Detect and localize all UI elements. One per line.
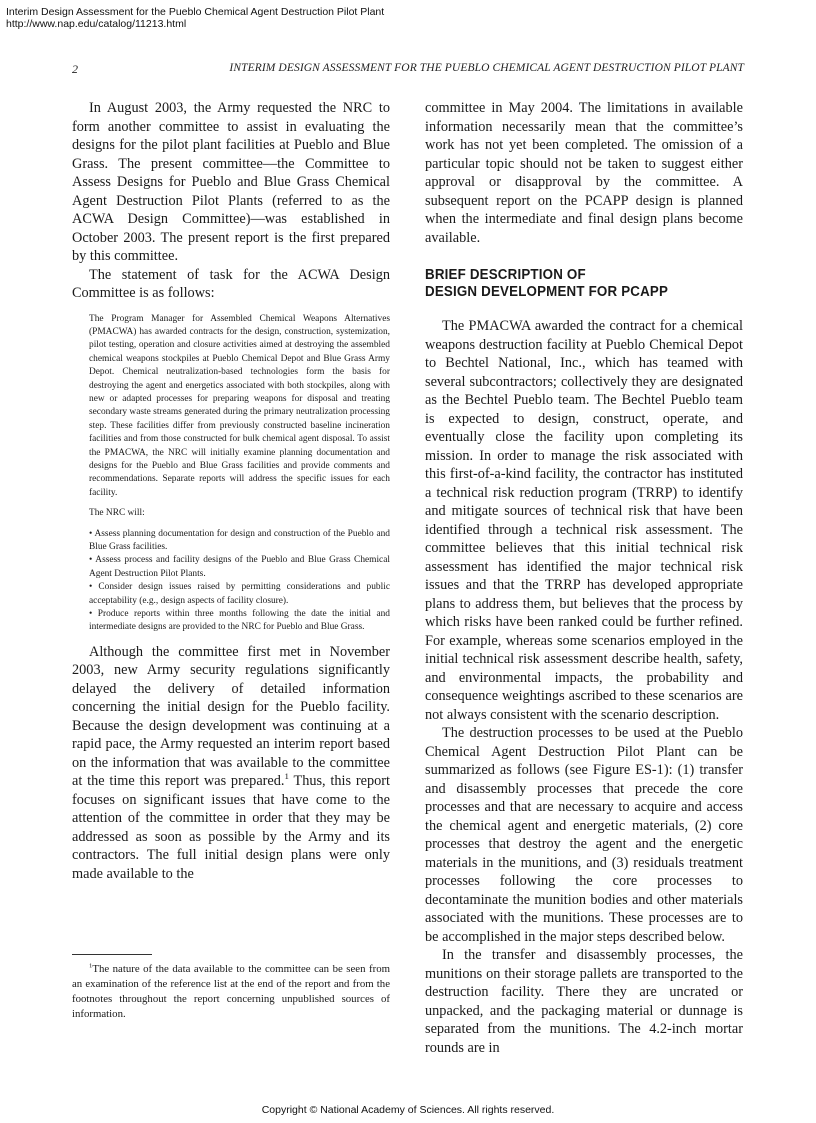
footnote-marker: 1: [89, 962, 93, 970]
paragraph-intro: In August 2003, the Army requested the NRC to form another committee to assist in evaluating the designs for the pilot plant facilities at Pueblo and Blue Grass. The present committee—the Committee to Assess Designs for Pueblo and Blue Grass Chemical Agent Destruction Pilot Plants (referred to as the ACWA Design Committee)—was established in October 2003. The present report is the first prepared by this committee.: [72, 100, 390, 264]
task-list: [89, 528, 390, 635]
footnote-reference[interactable]: 1: [284, 771, 289, 782]
web-header-url[interactable]: http://www.nap.edu/catalog/11213.html: [6, 18, 187, 30]
task-list-item: • Assess process and facility designs of the Pueblo and Blue Grass Chemical Agent Destruction Pilot Plants.: [89, 555, 390, 579]
left-column: [72, 99, 390, 883]
task-statement-body: The Program Manager for Assembled Chemical Weapons Alternatives (PMACWA) has awarded contracts for the design, construction, systemization, pilot testing, operation and closure activities aimed at destroying the assembled chemical weapons stockpiles at Pueblo Chemical Depot and Blue Grass Army Depot. Chemical neutralization-based technologies form the basis for destroying the agent and energetics associated with both stockpiles, along with new or adapted processes for preparing weapons for disposal and treating secondary waste streams generated during the primary neutralization processing step. These facilities differ from previously constructed baseline incineration facilities and from those constructed for bulk chemical agent disposal. To assist the PMACWA, the NRC will initially examine planning documentation and designs for the Pueblo and Blue Grass facilities and provide comments and recommendations. Separate reports will address the specific issues for each facility.: [89, 313, 390, 498]
task-statement-block: [89, 313, 390, 635]
task-list-item: • Consider design issues raised by permitting considerations and public acceptability (e.g., design aspects of facility closure).: [89, 582, 390, 606]
paragraph-task-lead: The statement of task for the ACWA Design Committee is as follows:: [72, 266, 390, 301]
paragraph-interim-report-text-cont: Thus, this report focuses on significant issues that have come to the attention of the committee in order that they may be addressed as soon as possible by the Army and its contractors. The full initial design plans were only made available to the: [72, 773, 390, 882]
footnote-text: The nature of the data available to the committee can be seen from an examination of the reference list at the end of the report and from the footnotes throughout the report concerning unpublished sources of information.: [72, 963, 390, 1020]
footnote-divider: [72, 954, 152, 955]
task-statement-lead-in: The NRC will:: [89, 508, 145, 519]
paragraph-interim-report: [72, 643, 390, 884]
footnote: [72, 962, 390, 1022]
section-heading-line: BRIEF DESCRIPTION OF: [425, 267, 586, 283]
copyright-notice: Copyright © National Academy of Sciences. All rights reserved.: [261, 1104, 555, 1116]
running-head: [72, 62, 744, 78]
section-heading: [425, 267, 718, 301]
footnote-paragraph: [72, 962, 390, 1022]
paragraph-pmacwa-contract: The PMACWA awarded the contract for a chemical weapons destruction facility at Pueblo Chemical Depot to Bechtel National, Inc., which has teamed with several subcontractors; collectively they are designated as the Bechtel Pueblo team. The Bechtel Pueblo team is expected to design, construct, operate, and eventually close the facility upon completing its mission. In order to manage the risk associated with this first-of-a-kind facility, the contractor has instituted a technical risk reduction program (TRRP) to identify and mitigate sources of technical risk that have been identified through a technical risk assessment. The committee believes that this initial technical risk assessment has identified the major technical risk issues and that the TRRP has developed appropriate plans to address them, but believes that the process by which risks have been ranked could be further refined. For example, whereas some scenarios employed in the initial technical risk assessment describe health, safety, and environmental impacts, the probability and consequence weightings ascribed to these scenarios are not always consistent with the scenario description.: [425, 318, 743, 723]
paragraph-destruction-processes: The destruction processes to be used at the Pueblo Chemical Agent Destruction Pilot Plant can be summarized as follows (see Figure ES-1): (1) transfer and disassembly processes that precede the core processes and that are necessary to acquire and access the chemical agent and energetic materials, (2) core processes that destroy the agent and the energetic materials in the munitions, and (3) residuals treatment processes following the core processes to decontaminate the munition bodies and other materials associated with the munitions. These processes are to be accomplished in the major steps described below.: [425, 725, 743, 945]
web-header: [6, 6, 384, 30]
right-column: [425, 99, 743, 1057]
paragraph-interim-report-text: Although the committee first met in November 2003, new Army security regulations significantly delayed the delivery of detailed information concerning the initial design for the Pueblo facility. Because the design development was continuing at a rapid pace, the Army requested an interim report based on the information that was available to the committee at the time this report was prepared.: [72, 643, 390, 790]
task-list-item: • Assess planning documentation for design and construction of the Pueblo and Blue Grass facilities.: [89, 528, 390, 552]
paragraph-transfer-disassembly: In the transfer and disassembly processes, the munitions on their storage pallets are transported to the destruction facility. There they are uncrated or unpacked, and the packaging material or dunnage is separated from the munitions. The 4.2-inch mortar rounds are in: [425, 947, 743, 1056]
running-head-title: INTERIM DESIGN ASSESSMENT FOR THE PUEBLO CHEMICAL AGENT DESTRUCTION PILOT PLANT: [229, 62, 744, 74]
web-header-title: Interim Design Assessment for the Pueblo Chemical Agent Destruction Pilot Plant: [6, 6, 385, 18]
section-heading-line: DESIGN DEVELOPMENT FOR PCAPP: [425, 284, 669, 300]
paragraph-continued: committee in May 2004. The limitations in available information necessarily mean that the committee’s work has not yet been completed. The omission of a particular topic should not be taken to suggest either approval or disapproval by the committee. A subsequent report on the PCAPP design is planned when the intermediate and final design plans become available.: [425, 100, 743, 246]
page-number: 2: [72, 62, 78, 76]
task-list-item: • Produce reports within three months following the date the initial and intermediate designs are provided to the NRC for Pueblo and Blue Grass.: [89, 609, 390, 633]
